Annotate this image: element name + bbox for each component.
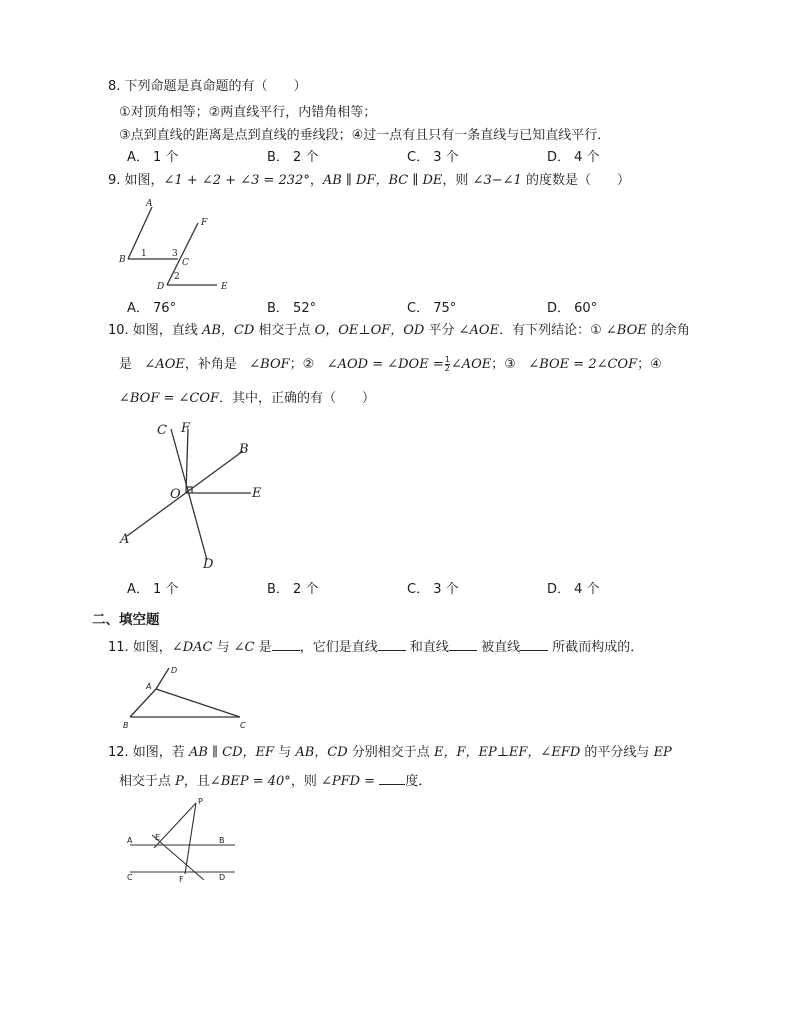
q10-l2-math-boe-cof: ∠BOE = 2∠COF — [528, 357, 638, 372]
q11-blank-4[interactable] — [520, 636, 548, 651]
q12-stem-line-1 — [108, 744, 672, 762]
q12-answer-blank[interactable] — [379, 770, 405, 785]
q8-stem: 8. 下列命题是真命题的有（ ） — [108, 79, 307, 94]
q9-label-d: D — [157, 282, 165, 292]
q11-text-b: 与 — [216, 640, 230, 655]
q12-label-p: P — [198, 797, 203, 806]
q10-text-d: ．有下列结论：① — [499, 323, 602, 338]
q12-text-d: 的平分线与 — [584, 745, 650, 760]
q10-frac-numerator: 1 — [444, 355, 450, 364]
q12-label-d: D — [219, 873, 226, 882]
q12-text-c: 分别相交于点 — [351, 745, 430, 760]
q10-l2-text-b: ，补角是 — [184, 357, 237, 372]
q11-text-g: 所截而构成的． — [552, 640, 644, 655]
q12-label-c: C — [127, 873, 133, 882]
q12-stem-line-2 — [119, 770, 431, 791]
q11-text-c: 是 — [258, 640, 272, 655]
section-fill-in-title: 二、填空题 — [92, 612, 160, 628]
q10-frac-denominator: 2 — [444, 364, 450, 373]
q9-option-b: B． 52° — [267, 301, 317, 316]
q10-label-e: E — [252, 486, 262, 501]
q10-label-f: F — [181, 421, 191, 436]
q12-l2-text-d: 度． — [405, 774, 432, 789]
q10-l2-text-a: 是 — [119, 357, 133, 372]
q10-label-b: B — [239, 442, 249, 457]
q12-text-b: 与 — [278, 745, 292, 760]
q10-stem-line-1 — [108, 322, 690, 340]
q10-l2-text-d: ；③ — [491, 357, 516, 372]
q9-option-a: A． 76° — [127, 301, 177, 316]
q10-text-e: 的余角 — [650, 323, 690, 338]
q9-label-e: E — [221, 282, 228, 292]
q11-text-f: 被直线 — [481, 640, 521, 655]
q8-option-b: B． 2 个 — [267, 150, 319, 165]
q12-l2-text-c: ，则 — [290, 774, 317, 789]
q10-l3-math-bof-cof: ∠BOF = ∠COF — [119, 391, 220, 406]
q8-statements-line-1: ①对顶角相等；②两直线平行，内错角相等； — [119, 105, 377, 120]
q12-label-e: E — [155, 833, 161, 842]
q11-label-b: B — [123, 721, 129, 730]
q10-math-aoe: ∠AOE — [458, 323, 500, 338]
q9-figure — [115, 195, 235, 295]
q11-label-a: A — [146, 682, 152, 691]
q10-l2-math-aoe-2: ∠AOE — [450, 357, 492, 372]
q10-l2-text-c: ；② — [289, 357, 315, 372]
q10-l2-text-e: ；④ — [637, 357, 662, 372]
q9-label-angle-2: 2 — [174, 272, 180, 282]
q11-blank-2[interactable] — [378, 636, 406, 651]
q8-option-a: A． 1 个 — [127, 150, 179, 165]
q9-label-angle-3: 3 — [172, 249, 178, 259]
q12-text-a: 12. 如图，若 — [108, 745, 185, 760]
q10-option-d: D． 4 个 — [547, 582, 600, 597]
q11-math-dac: ∠DAC — [171, 640, 213, 655]
q12-label-a: A — [127, 836, 133, 845]
q12-l2-math-p: P — [175, 774, 184, 789]
q10-option-b: B． 2 个 — [267, 582, 319, 597]
q10-stem-line-3 — [119, 390, 375, 408]
q10-l2-math-aod: ∠AOD = ∠DOE = — [326, 357, 444, 372]
q10-math-perpendicular: O，OE⊥OF，OD — [314, 323, 425, 338]
q11-blank-1[interactable] — [272, 636, 300, 651]
q11-text-d: ，它们是直线 — [299, 640, 378, 655]
q9-option-d: D． 60° — [547, 301, 598, 316]
q9-stem-text-b: ， — [309, 173, 323, 188]
q10-label-o: O — [170, 487, 181, 502]
q11-label-d: D — [171, 666, 178, 675]
q10-l2-math-bof: ∠BOF — [249, 357, 290, 372]
q10-text-a: 10. 如图，直线 — [108, 323, 198, 338]
q12-l2-text-b: ，且 — [183, 774, 210, 789]
q12-label-f: F — [179, 875, 184, 884]
q12-l2-math-pfd: ∠PFD = — [320, 774, 376, 789]
q9-parallel-conditions: AB ∥ DF，BC ∥ DE — [322, 173, 443, 188]
q10-l2-math-aoe: ∠AOE — [144, 357, 185, 372]
q9-stem — [108, 172, 630, 190]
q8-option-c: C． 3 个 — [407, 150, 459, 165]
q12-label-b: B — [219, 836, 225, 845]
q12-figure — [118, 793, 248, 893]
q11-text-e: 和直线 — [409, 640, 449, 655]
q10-math-boe: ∠BOE — [605, 323, 647, 338]
q10-text-b: 相交于点 — [258, 323, 311, 338]
q12-math-points: E，F，EP⊥EF，∠EFD — [433, 745, 581, 760]
q10-math-lines: AB，CD — [201, 323, 255, 338]
q9-option-c: C． 75° — [407, 301, 457, 316]
q9-stem-text-d: 的度数是（ ） — [525, 173, 630, 188]
q9-label-angle-1: 1 — [141, 249, 147, 259]
q12-l2-text-a: 相交于点 — [119, 774, 172, 789]
q9-label-b: B — [119, 255, 126, 265]
q10-figure — [115, 418, 275, 578]
q12-math-ep: EP — [653, 745, 672, 760]
q10-option-a: A． 1 个 — [127, 582, 179, 597]
q12-l2-math-bep: ∠BEP = 40° — [209, 774, 291, 789]
q10-text-c: 平分 — [428, 323, 455, 338]
q10-stem-line-2 — [119, 356, 662, 374]
q10-label-d: D — [203, 557, 214, 572]
q11-text-a: 11. 如图， — [108, 640, 172, 655]
q11-math-c: ∠C — [233, 640, 255, 655]
q9-stem-text-c: ，则 — [442, 173, 469, 188]
q9-angle-sum: ∠1 + ∠2 + ∠3 = 232° — [163, 173, 310, 188]
q10-l3-text: ．其中，正确的有（ ） — [219, 391, 376, 406]
q12-math-parallel: AB ∥ CD，EF — [188, 745, 275, 760]
q9-angle-difference: ∠3−∠1 — [472, 173, 522, 188]
q11-blank-3[interactable] — [449, 636, 477, 651]
q8-statements-line-2: ③点到直线的距离是点到直线的垂线段；④过一点有且只有一条直线与已知直线平行． — [119, 128, 611, 143]
q9-label-f: F — [201, 218, 208, 228]
q11-figure — [118, 662, 258, 732]
q9-stem-text-a: 9. 如图， — [108, 173, 164, 188]
q10-label-c: C — [157, 423, 167, 438]
q10-fraction-half — [445, 356, 450, 373]
q10-label-a: A — [120, 532, 130, 547]
q11-label-c: C — [240, 721, 246, 730]
q8-option-d: D． 4 个 — [547, 150, 600, 165]
q10-option-c: C． 3 个 — [407, 582, 459, 597]
q9-label-c: C — [182, 258, 189, 268]
q12-math-ab-cd: AB，CD — [295, 745, 348, 760]
q11-stem — [108, 636, 643, 657]
q9-label-a: A — [146, 199, 153, 209]
